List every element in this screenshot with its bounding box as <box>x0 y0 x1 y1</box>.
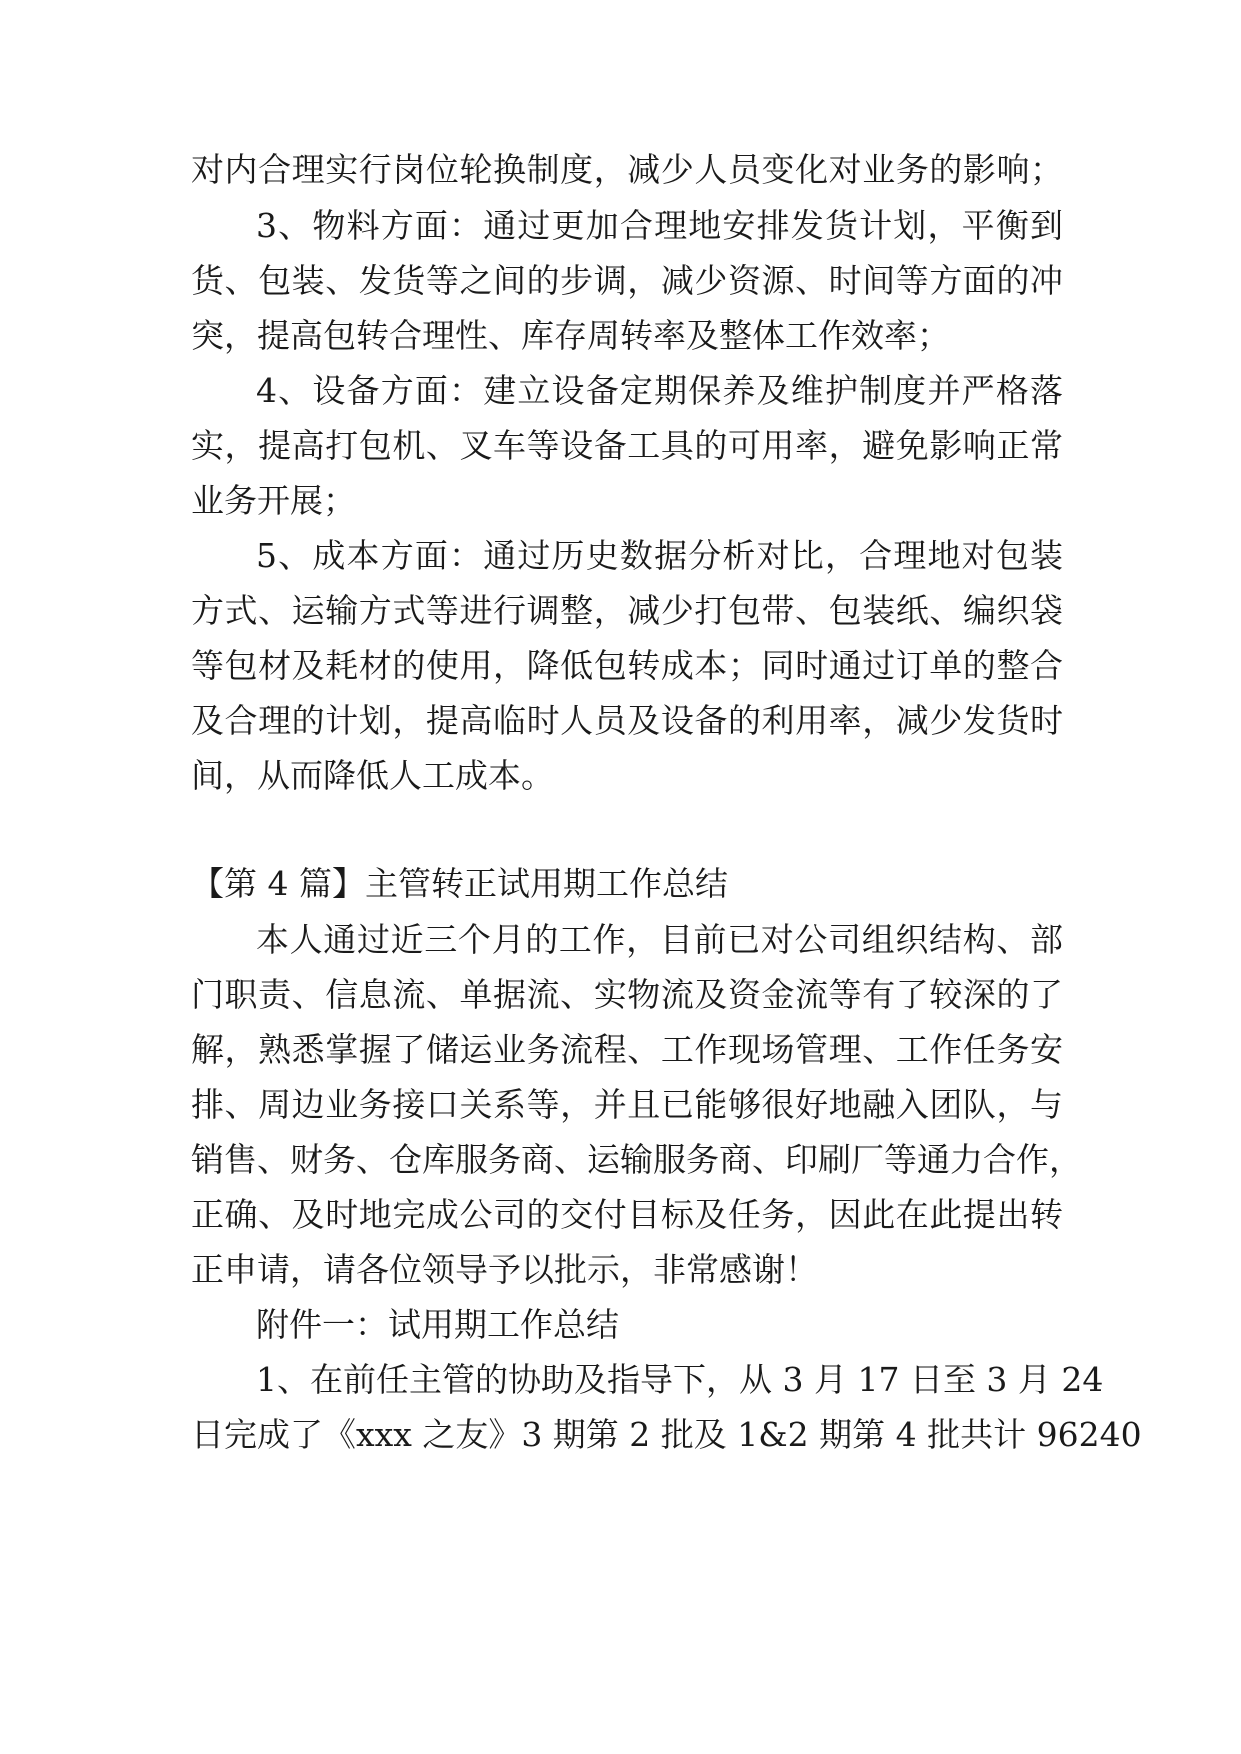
text-line: 4、设备方面：建立设备定期保养及维护制度并严格落 <box>256 371 1063 410</box>
attachment-heading: 附件一：试用期工作总结 <box>256 1305 619 1344</box>
text-line: 解，熟悉掌握了储运业务流程、工作现场管理、工作任务安 <box>191 1030 1063 1069</box>
text-line: 门职责、信息流、单据流、实物流及资金流等有了较深的了 <box>191 975 1063 1014</box>
text-line: 业务开展； <box>191 481 356 520</box>
text-line: 5、成本方面：通过历史数据分析对比，合理地对包装 <box>256 536 1063 575</box>
text-line: 本人通过近三个月的工作，目前已对公司组织结构、部 <box>256 920 1063 959</box>
text-line: 方式、运输方式等进行调整，减少打包带、包装纸、编织袋 <box>191 591 1063 630</box>
text-line: 及合理的计划，提高临时人员及设备的利用率，减少发货时 <box>191 701 1063 740</box>
text-line: 等包材及耗材的使用，降低包转成本；同时通过订单的整合 <box>191 646 1063 685</box>
text-line: 正确、及时地完成公司的交付目标及任务，因此在此提出转 <box>191 1195 1063 1234</box>
text-line: 3、物料方面：通过更加合理地安排发货计划，平衡到 <box>256 206 1063 245</box>
text-line: 销售、财务、仓库服务商、运输服务商、印刷厂等通力合作， <box>191 1140 1082 1179</box>
section-heading: 【第 4 篇】主管转正试用期工作总结 <box>191 864 728 903</box>
text-line: 对内合理实行岗位轮换制度，减少人员变化对业务的影响； <box>191 150 1063 189</box>
text-line: 1、在前任主管的协助及指导下，从 3 月 17 日至 3 月 24 <box>256 1360 1104 1399</box>
text-line: 正申请，请各位领导予以批示，非常感谢！ <box>191 1250 818 1289</box>
text-line: 日完成了《xxx 之友》3 期第 2 批及 1&2 期第 4 批共计 96240 <box>191 1415 1142 1454</box>
text-line: 货、包装、发货等之间的步调，减少资源、时间等方面的冲 <box>191 261 1063 300</box>
text-line: 排、周边业务接口关系等，并且已能够很好地融入团队，与 <box>191 1085 1063 1124</box>
text-line: 实，提高打包机、叉车等设备工具的可用率，避免影响正常 <box>191 426 1063 465</box>
text-line: 间，从而降低人工成本。 <box>191 756 554 795</box>
text-line: 突，提高包转合理性、库存周转率及整体工作效率； <box>191 316 950 355</box>
